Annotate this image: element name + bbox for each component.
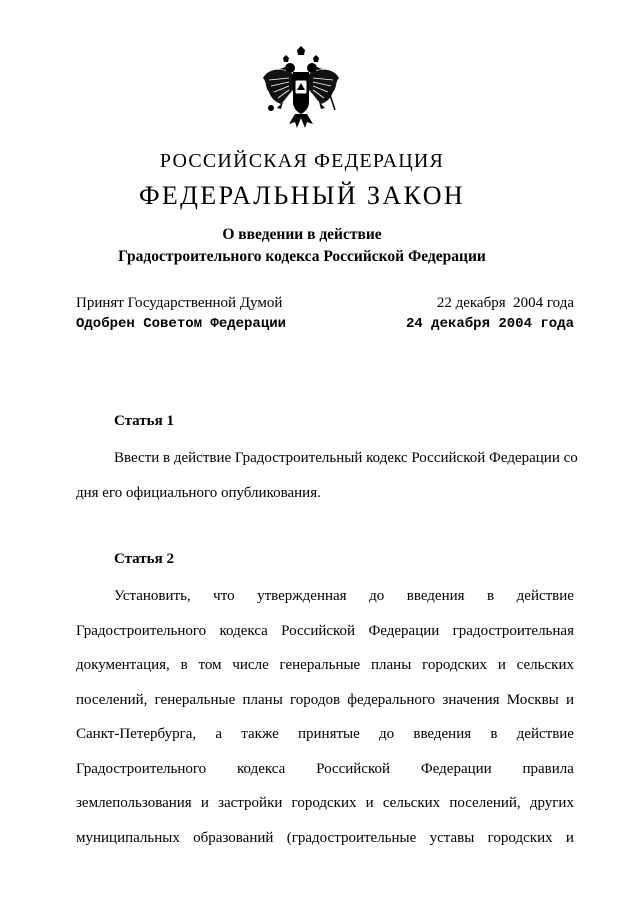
article-2-heading: Статья 2 (114, 551, 174, 567)
country-name: РОССИЙСКАЯ ФЕДЕРАЦИЯ (159, 150, 445, 172)
word: до (379, 726, 395, 742)
document-type: ФЕДЕРАЛЬНЫЙ ЗАКОН (138, 181, 466, 210)
word: кодекса (236, 760, 286, 777)
word: Москвы (506, 691, 559, 708)
word: Российской (281, 622, 356, 639)
article-2-line (76, 821, 574, 856)
word: градостроительная (452, 622, 574, 639)
article-2-line (76, 786, 574, 821)
word: Российской (316, 760, 391, 777)
word: городов (290, 691, 341, 708)
word: также (241, 726, 279, 742)
word: городских (487, 829, 553, 846)
law-title-line-2: Градостроительного кодекса Российской Федерации (118, 248, 486, 265)
word: генеральные (279, 657, 361, 673)
word: принятые (298, 726, 360, 742)
article-2-line (76, 648, 574, 683)
word: поселений, (449, 795, 521, 811)
word: значения (442, 691, 500, 708)
word: и (565, 829, 574, 846)
word: (градостроительные (286, 829, 417, 846)
word: и (497, 657, 506, 673)
word: а (215, 726, 223, 742)
adoption-row-duma (76, 295, 574, 312)
word: землепользования (76, 795, 192, 811)
word: городских (422, 657, 488, 673)
word: Градостроительного (76, 760, 207, 777)
word: планы (371, 657, 412, 673)
adoption-row-council (76, 316, 574, 332)
word: том (198, 657, 222, 673)
word: муниципальных (76, 829, 180, 846)
word: до (369, 588, 385, 604)
word: правила (522, 760, 574, 777)
article-2-text (76, 579, 574, 855)
article-1-line: Ввести в действие Градостроительный кодекс Российской Федерации со (114, 450, 578, 466)
word: Федерации (368, 622, 440, 639)
adopted-label: Принят Государственной Думой (76, 295, 283, 311)
article-2-line (76, 752, 574, 787)
word: других (529, 795, 574, 811)
word: планы (242, 691, 283, 708)
law-title (0, 224, 604, 268)
word: утвержденная (257, 588, 347, 604)
article-1-text (76, 441, 578, 510)
word: Установить, (114, 588, 191, 604)
word: кодекса (219, 622, 268, 639)
article-2-line (76, 614, 574, 649)
word: и (200, 795, 209, 811)
word: и (365, 795, 374, 811)
word: и (565, 691, 574, 708)
word: федерального (347, 691, 436, 708)
word: поселений, (76, 691, 148, 708)
word: что (213, 588, 235, 604)
word: в (490, 726, 498, 742)
word: документация, (76, 657, 170, 673)
word: городских (291, 795, 357, 811)
word: Санкт-Петербурга, (76, 726, 197, 742)
word: действие (516, 588, 574, 604)
word: Федерации (420, 760, 492, 777)
article-1-heading: Статья 1 (114, 413, 174, 429)
word: сельских (382, 795, 441, 811)
article-1-line: дня его официального опубликования. (76, 484, 321, 501)
law-title-line-1: О введении в действие (222, 226, 382, 243)
word: застройки (218, 795, 283, 811)
word: сельских (516, 657, 574, 673)
article-2-line (76, 683, 574, 718)
word: Градостроительного (76, 622, 207, 639)
word: уставы (429, 829, 475, 846)
word: действие (516, 726, 574, 742)
word: в (180, 657, 188, 673)
approved-label: Одобрен Советом Федерации (76, 316, 287, 332)
word: введения (406, 588, 465, 604)
article-2-line (76, 579, 574, 614)
adopted-date: 22 декабря 2004 года (436, 295, 574, 311)
word: в (487, 588, 495, 604)
article-2-line (76, 717, 574, 752)
word: введения (413, 726, 472, 742)
double-headed-eagle-icon (259, 44, 343, 139)
word: образований (193, 829, 274, 846)
word: генеральные (154, 691, 236, 708)
approved-date: 24 декабря 2004 года (405, 316, 574, 332)
word: числе (232, 657, 269, 673)
